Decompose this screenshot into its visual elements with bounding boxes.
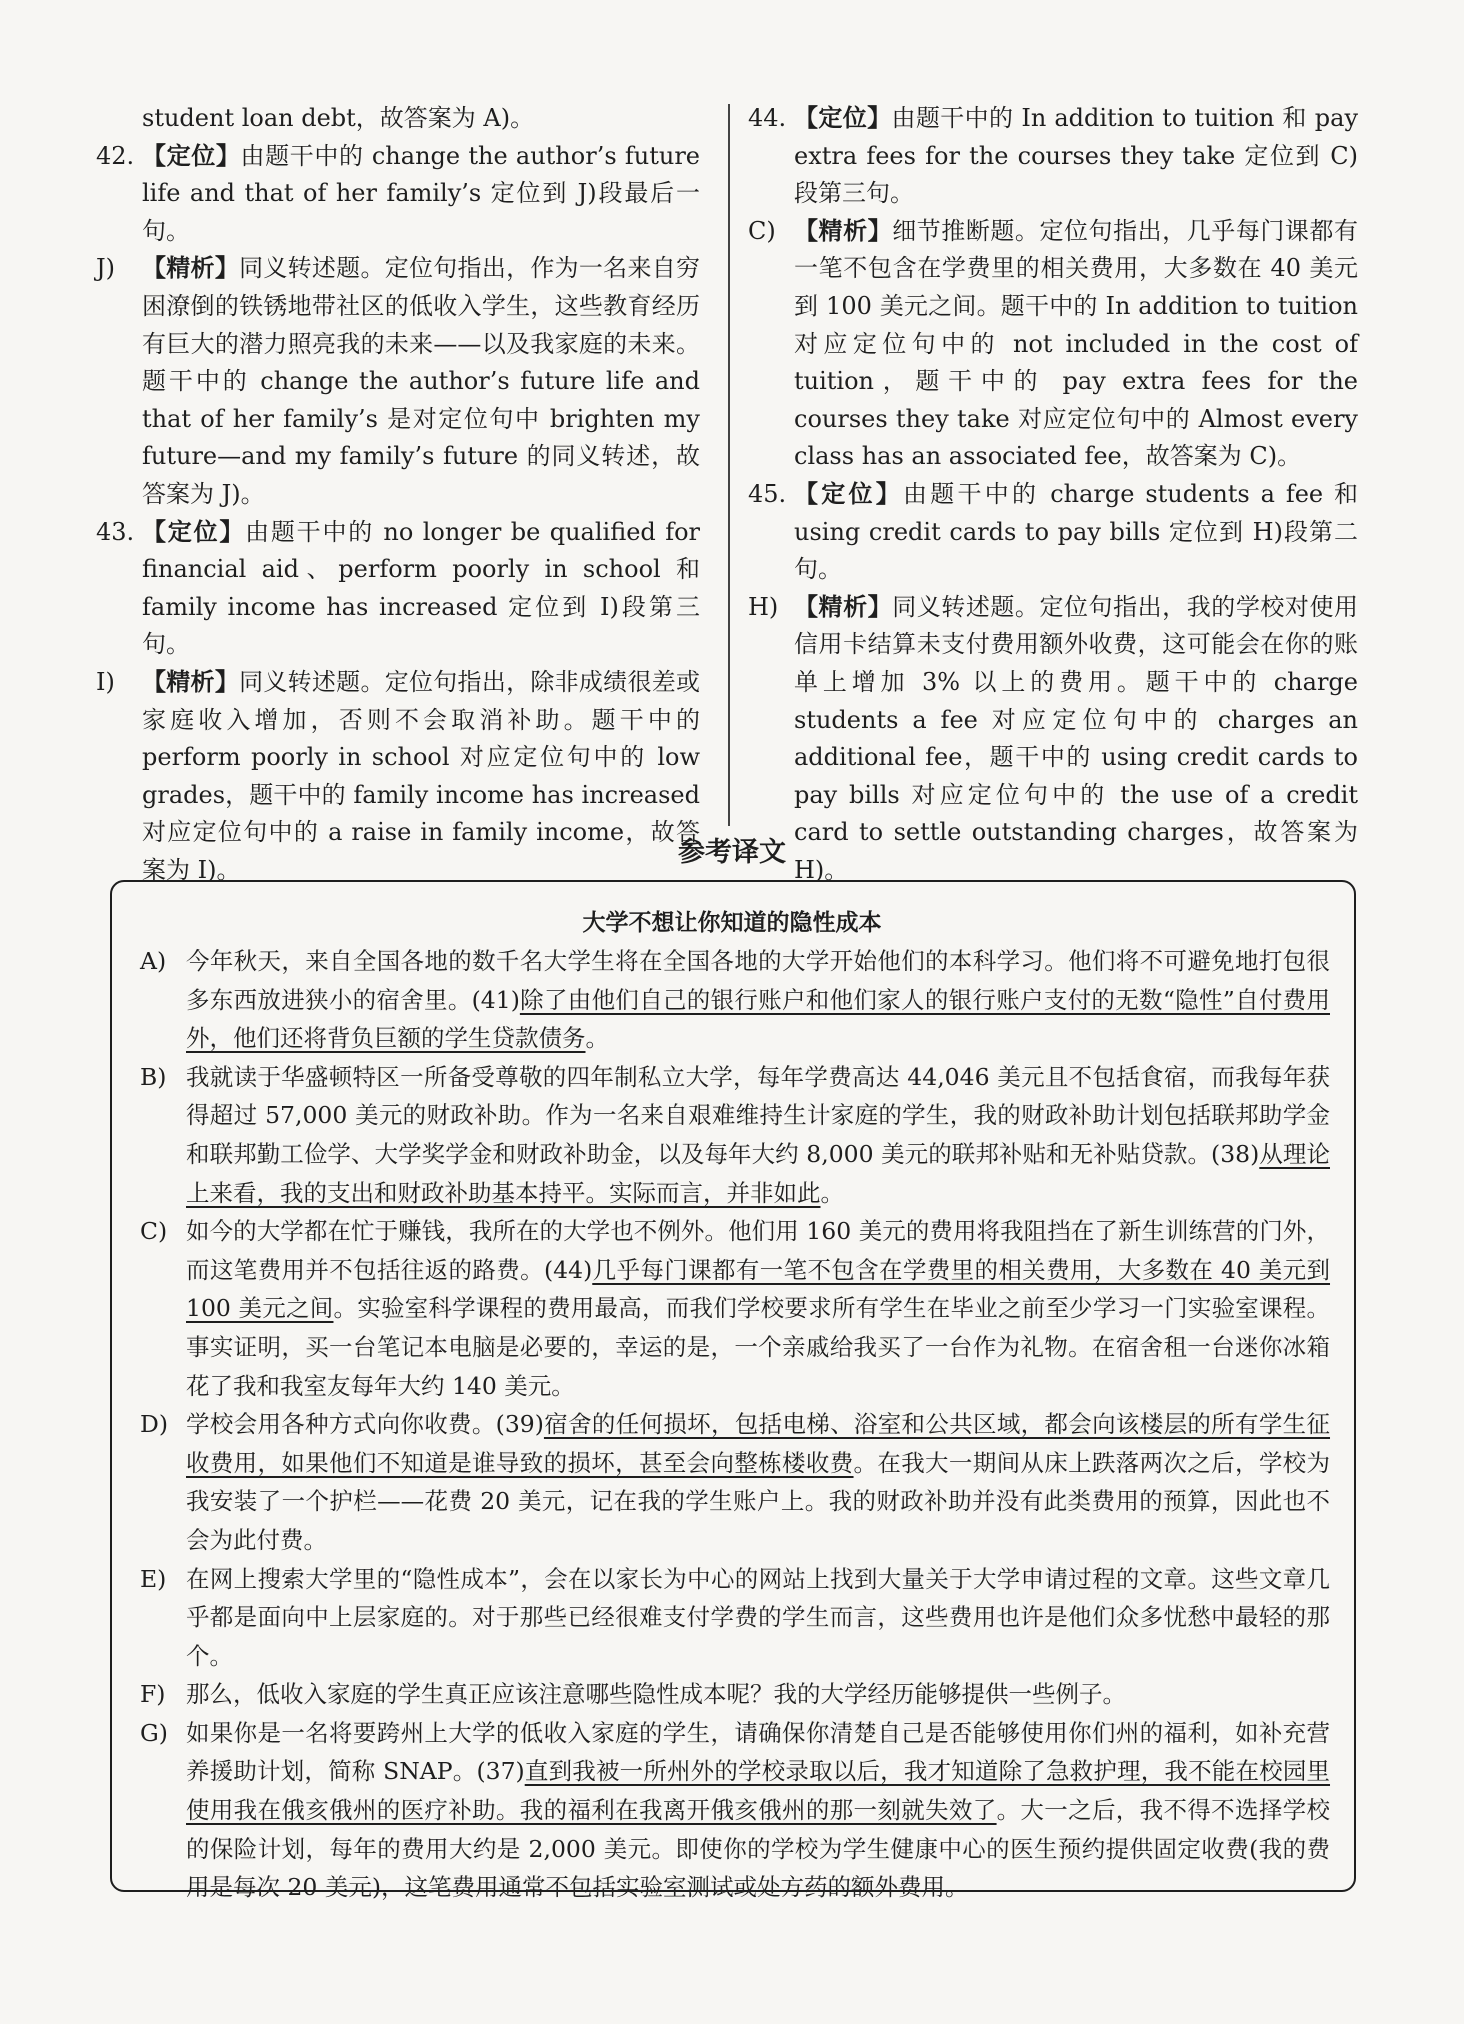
- right-column: [748, 100, 1359, 889]
- underlined-sentence: 直到我被一所州外的学校录取以后，我才知道除了急救护理，我不能在校园里使用我在俄亥俄州的医疗补助。我的福利在我离开俄亥俄州的那一刻就失效了: [186, 1757, 1331, 1825]
- entry-number: J): [96, 254, 115, 283]
- translation-paragraph-a: [140, 942, 1330, 1058]
- section-title: 参考译文: [678, 837, 786, 868]
- translation-paragraph-d: [140, 1405, 1330, 1559]
- paragraph-text: 。实验室科学课程的费用最高，而我们学校要求所有学生在毕业之前至少学习一门实验室课程。事实证明，买一台笔记本电脑是必要的，幸运的是，一个亲戚给我买了一台作为礼物。在宿舍租一台迷你冰箱花了我和我室友每年大约 140 美元。: [186, 1294, 1330, 1400]
- entry-text: 由题干中的 no longer be qualified for financial aid、perform poorly in school 和 family income has increased 定位到 I)段第三句。: [142, 517, 701, 659]
- entry-text: 同义转述题。定位句指出，除非成绩很差或家庭收入增加，否则不会取消补助。题干中的 perform poorly in school 对应定位句中的 low grades，题干中的 family income has increased 对应定位句中的 a raise in family income，故答案为 I)。: [142, 667, 701, 884]
- translation-paragraph-e: [140, 1560, 1330, 1676]
- entry-number: H): [748, 592, 779, 621]
- paragraph-letter: D): [140, 1410, 169, 1439]
- translation-paragraph-f: [140, 1675, 1330, 1714]
- paragraph-letter: G): [140, 1718, 168, 1747]
- paragraph-text: 。在我大一期间从床上跌落两次之后，学校为我安装了一个护栏——花费 20 美元，记在我的学生账户上。我的财政补助并没有此类费用的预算，因此也不会为此付费。: [186, 1448, 1330, 1554]
- entry-text: 同义转述题。定位句指出，我的学校对使用信用卡结算未支付费用额外收费，这可能会在你的账单上增加 3% 以上的费用。题干中的 charge students a fee 对应定位句中的 charges an additional fee，题干中的 using credit cards to pay bills 对应定位句中的 the use of a credit card to settle outstanding charges，故答案为 H)。: [794, 592, 1359, 884]
- column-divider: [728, 104, 730, 826]
- entry-tag: 【定位】: [794, 479, 904, 508]
- entry-number: 44.: [748, 104, 787, 132]
- paragraph-text: 如果你是一名将要跨州上大学的低收入家庭的学生，请确保你清楚自己是否能够使用你们州的福利，如补充营养援助计划，简称 SNAP。(37): [186, 1718, 1330, 1786]
- entry-42-analysis: [96, 250, 701, 513]
- paragraph-letter: C): [140, 1217, 168, 1246]
- paragraph-text: 那么，低收入家庭的学生真正应该注意哪些隐性成本呢？我的大学经历能够提供一些例子。: [186, 1680, 1126, 1709]
- translation-title: 大学不想让你知道的隐性成本: [582, 910, 882, 936]
- entry-number: C): [748, 216, 776, 245]
- entry-number: 45.: [748, 479, 787, 508]
- paragraph-letter: F): [140, 1680, 166, 1709]
- paragraph-text: 今年秋天，来自全国各地的数千名大学生将在全国各地的大学开始他们的本科学习。他们将不可避免地打包很多东西放进狭小的宿舍里。(41): [186, 947, 1330, 1014]
- paragraph-text: 。大一之后，我不得不选择学校的保险计划，每年的费用大约是 2,000 美元。即使你的学校为学生健康中心的医生预约提供固定收费(我的费用是每次 20 美元)，这笔费用通常不包括实验室测试或处方药的额外费用。: [186, 1796, 1331, 1902]
- entry-tag: 【定位】: [142, 517, 246, 546]
- entry-tag: 【精析】: [794, 216, 893, 245]
- entry-text: 由题干中的 In addition to tuition 和 pay extra fees for the courses they take 定位到 C)段第三句。: [794, 104, 1359, 208]
- underlined-sentence: 几乎每门课都有一笔不包含在学费里的相关费用，大多数在 40 美元到 100 美元之间: [186, 1255, 1331, 1323]
- entry-text: 同义转述题。定位句指出，作为一名来自穷困潦倒的铁锈地带社区的低收入学生，这些教育经历有巨大的潜力照亮我的未来——以及我家庭的未来。题干中的 change the author’s future life and that of her family’s 是对定位句中 brighten my future—and my family’s future 的同义转述，故答案为 J)。: [142, 254, 701, 508]
- paragraph-text: 如今的大学都在忙于赚钱，我所在的大学也不例外。他们用 160 美元的费用将我阻挡在了新生训练营的门外，而这笔费用并不包括往返的路费。(44): [186, 1217, 1330, 1284]
- entry-number: 43.: [96, 517, 135, 546]
- entry-text: 由题干中的 change the author’s future life and that of her family’s 定位到 J)段最后一句。: [142, 141, 701, 245]
- entry-44-analysis: [748, 213, 1359, 476]
- entry-tag: 【精析】: [142, 667, 240, 696]
- entry-tag: 【精析】: [142, 254, 240, 283]
- translation-paragraph-b: [140, 1058, 1330, 1212]
- paragraph-text: 在网上搜索大学里的“隐性成本”，会在以家长为中心的网站上找到大量关于大学申请过程的文章。这些文章几乎都是面向中上层家庭的。对于那些已经很难支付学费的学生而言，这些费用也许是他们众多忧愁中最轻的那个。: [186, 1564, 1330, 1670]
- underlined-sentence: 宿舍的任何损坏，包括电梯、浴室和公共区域，都会向该楼层的所有学生征收费用，如果他们不知道是谁导致的损坏，甚至会向整栋楼收费: [186, 1410, 1331, 1477]
- entry-text: 细节推断题。定位句指出，几乎每门课都有一笔不包含在学费里的相关费用，大多数在 40 美元到 100 美元之间。题干中的 In addition to tuition 对应定位句中的 not included in the cost of tuition，题干中的 pay extra fees for the courses they take 对应定位句中的 Almost every class has an associated fee，故答案为 C)。: [794, 216, 1359, 471]
- underlined-sentence: 除了由他们自己的银行账户和他们家人的银行账户支付的无数“隐性”自付费用外，他们还将背负巨额的学生贷款债务: [186, 985, 1330, 1053]
- entry-41-tail: [100, 100, 700, 138]
- entry-tag: 【定位】: [794, 104, 892, 132]
- entry-44-locate: [748, 100, 1359, 213]
- entry-tag: 【定位】: [142, 141, 241, 170]
- entry-number: 42.: [96, 141, 135, 170]
- paragraph-text: 。: [820, 1178, 844, 1207]
- left-column: [96, 100, 701, 889]
- underlined-sentence: 从理论上来看，我的支出和财政补助基本持平。实际而言，并非如此: [186, 1139, 1330, 1207]
- entry-45-locate: [748, 476, 1358, 589]
- entry-text: student loan debt，故答案为 A)。: [142, 104, 535, 132]
- paragraph-letter: B): [140, 1062, 167, 1091]
- paragraph-letter: E): [140, 1564, 167, 1593]
- paragraph-text: 我就读于华盛顿特区一所备受尊敬的四年制私立大学，每年学费高达 44,046 美元且不包括食宿，而我每年获得超过 57,000 美元的财政补助。作为一名来自艰难维持生计家庭的学生，我的财政补助计划包括联邦助学金和联邦勤工俭学、大学奖学金和财政补助金，以及每年大约 8,000 美元的联邦补贴和无补贴贷款。(38): [186, 1062, 1330, 1168]
- entry-text: 由题干中的 charge students a fee 和 using credit cards to pay bills 定位到 H)段第二句。: [794, 479, 1358, 584]
- entry-number: I): [96, 667, 115, 696]
- entry-42-locate: [96, 138, 701, 251]
- entry-tag: 【精析】: [794, 592, 893, 621]
- translation-paragraph-c: [140, 1212, 1330, 1405]
- entry-43-locate: [96, 514, 701, 664]
- translation-paragraphs: [140, 942, 1330, 1907]
- paragraph-letter: A): [140, 947, 167, 975]
- paragraph-text: 。: [585, 1024, 609, 1053]
- translation-paragraph-g: [140, 1714, 1330, 1907]
- paragraph-text: 学校会用各种方式向你收费。(39): [186, 1410, 544, 1439]
